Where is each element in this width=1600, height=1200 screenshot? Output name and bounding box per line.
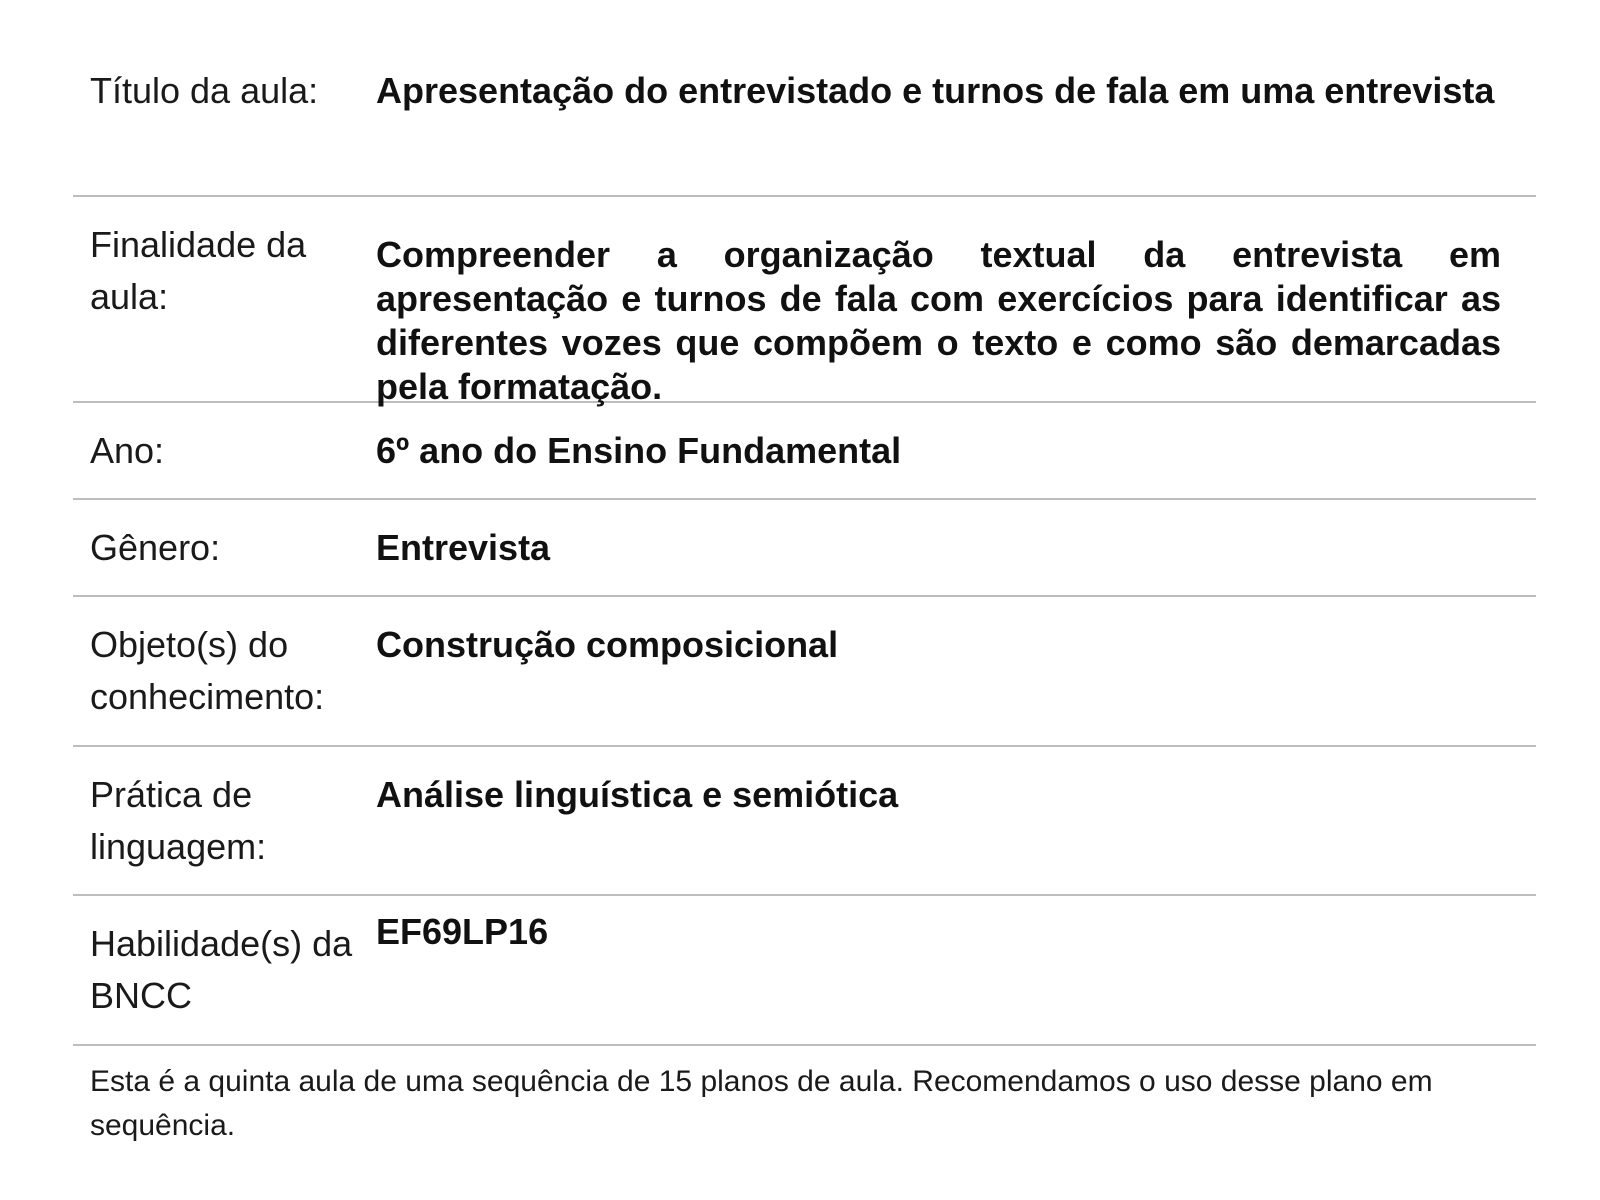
row-bncc-skills	[73, 896, 1536, 1046]
lesson-title-value: Apresentação do entrevistado e turnos de fala em uma entrevista	[376, 70, 1495, 111]
row-genre	[73, 500, 1536, 597]
row-knowledge-objects	[73, 597, 1536, 747]
language-practice-label: Prática de linguagem:	[90, 774, 267, 867]
genre-value: Entrevista	[376, 527, 551, 568]
lesson-purpose-label: Finalidade da aula:	[90, 224, 307, 317]
row-language-practice	[73, 747, 1536, 896]
language-practice-value: Análise linguística e semiótica	[376, 774, 899, 815]
knowledge-objects-value: Construção composicional	[376, 624, 839, 665]
lesson-title-label: Título da aula:	[90, 70, 319, 111]
genre-label: Gênero:	[90, 527, 221, 568]
row-lesson-purpose	[73, 197, 1536, 407]
lesson-purpose-value: Compreender a organização textual da entrevista em apresentação e turnos de fala com exercícios para identificar as diferentes vozes que compõem o texto e como são demarcadas pela formatação.	[376, 234, 1501, 407]
sequence-footnote: Esta é a quinta aula de uma sequência de 15 planos de aula. Recomendamos o uso desse plano em sequência.	[90, 1065, 1433, 1142]
row-lesson-title	[73, 0, 1536, 197]
row-school-year	[73, 403, 1536, 500]
school-year-label: Ano:	[90, 430, 165, 471]
bncc-skills-label: Habilidade(s) da BNCC	[90, 923, 353, 1016]
knowledge-objects-label: Objeto(s) do conhecimento:	[90, 624, 325, 717]
school-year-value: 6º ano do Ensino Fundamental	[376, 430, 902, 471]
bncc-skills-value: EF69LP16	[376, 911, 549, 952]
lesson-plan-sheet	[73, 0, 1536, 1148]
